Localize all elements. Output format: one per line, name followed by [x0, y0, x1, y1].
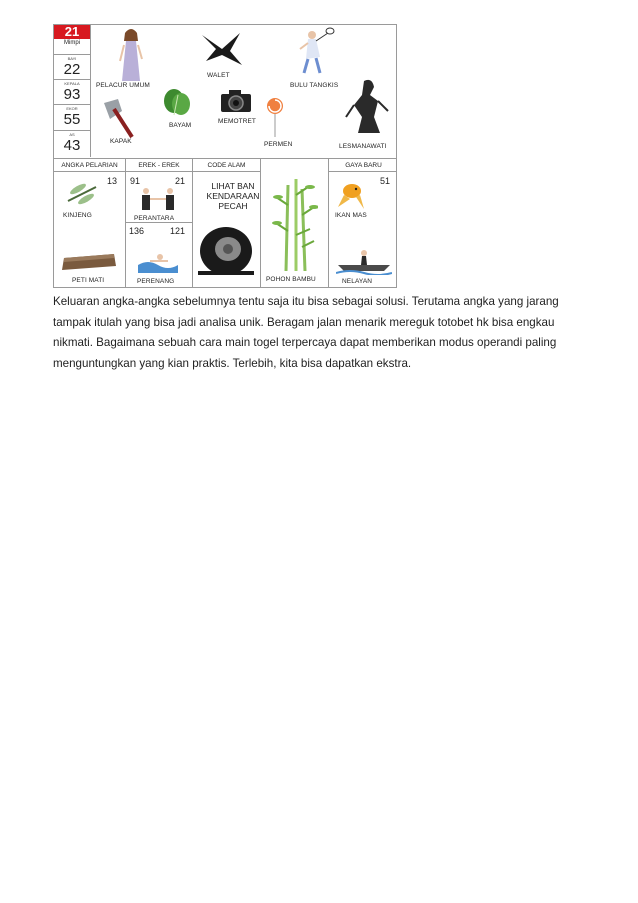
swimmer-icon	[136, 251, 180, 273]
divider	[54, 158, 397, 159]
number-label: AS	[69, 132, 75, 137]
code-alam-line-3: PECAH	[218, 201, 248, 211]
divider	[192, 158, 193, 288]
erek-number-4: 121	[170, 226, 186, 236]
header-erek: EREK - EREK	[138, 162, 180, 169]
caption-walet: WALET	[207, 72, 230, 79]
code-alam-line-2: KENDARAAN	[206, 191, 260, 201]
caption-pohon-bambu: POHON BAMBU	[266, 276, 316, 283]
caption-bulu-tangkis: BULU TANGKIS	[290, 82, 339, 89]
caption-pelacur: PELACUR UMUM	[96, 82, 150, 89]
number-cell-2	[54, 80, 90, 105]
fisherman-boat-icon	[336, 247, 392, 275]
lollipop-icon	[266, 97, 284, 139]
divider	[126, 222, 192, 223]
date-cell	[54, 25, 90, 55]
header-gaya-baru: GAYA BARU	[345, 162, 382, 169]
badminton-player-icon	[294, 27, 338, 77]
swallow-bird-icon	[200, 31, 244, 67]
caption-perantara: PERANTARA	[134, 215, 175, 222]
divider	[328, 158, 329, 288]
woman-figure-icon	[114, 27, 148, 83]
code-alam-text	[204, 181, 262, 211]
number-value: 93	[63, 86, 81, 103]
date-sub: Mimpi	[64, 40, 80, 46]
flat-tire-icon	[198, 223, 254, 277]
erek-number-1: 91	[130, 176, 141, 186]
divider	[260, 158, 261, 288]
divider	[125, 158, 126, 288]
number-label: EKOR	[66, 106, 78, 111]
number-label: BAYI	[67, 56, 77, 61]
date-day: 21	[54, 25, 90, 39]
number-value: 55	[63, 111, 81, 128]
number-cell-3	[54, 105, 90, 131]
caption-lesmanawati: LESMANAWATI	[339, 143, 387, 150]
number-cell-4	[54, 131, 90, 157]
erek-number-3: 136	[129, 226, 145, 236]
caption-nelayan: NELAYAN	[342, 278, 373, 285]
coffin-icon	[60, 250, 118, 272]
header-angka-pelarian: ANGKA PELARIAN	[61, 162, 118, 169]
dragonfly-icon	[64, 181, 100, 207]
number-cell-1	[54, 55, 90, 80]
bamboo-tree-icon	[272, 175, 318, 271]
dream-number-chart	[53, 24, 397, 288]
pelarian-number: 13	[107, 176, 118, 186]
article-body	[53, 292, 593, 374]
caption-peti-mati: PETI MATI	[72, 277, 105, 284]
handshake-people-icon	[138, 186, 178, 212]
number-value: 22	[63, 61, 81, 78]
goldfish-icon	[336, 177, 370, 211]
erek-number-2: 21	[175, 176, 186, 186]
number-value: 43	[63, 137, 81, 154]
caption-kinjeng: KINJENG	[63, 212, 92, 219]
caption-memotret: MEMOTRET	[218, 118, 256, 125]
caption-bayam: BAYAM	[169, 122, 192, 129]
code-alam-line-1: LIHAT BAN	[211, 181, 255, 191]
header-code-alam: CODE ALAM	[207, 162, 246, 169]
spinach-icon	[162, 87, 192, 119]
article-paragraph: Keluaran angka-angka sebelumnya tentu saja itu bisa sebagai solusi. Terutama angka yang jarang tampak itulah yang bisa jadi analisa unik. Beragam jalan menarik mereguk totobet hk bisa engkau nikmati. Bagaimana sebuah cara main togel terpercaya dapat memberikan modus operandi paling menguntungkan yang kian praktis. Terlebih, kita bisa dapatkan ekstra.	[53, 295, 559, 370]
camera-icon	[219, 88, 253, 114]
axe-icon	[100, 97, 136, 139]
gaya-baru-number: 51	[380, 176, 391, 186]
number-label: KEPALA	[64, 81, 80, 86]
caption-kapak: KAPAK	[110, 138, 132, 145]
caption-ikan-mas: IKAN MAS	[335, 212, 367, 219]
number-column	[54, 25, 91, 157]
caption-perenang: PERENANG	[137, 278, 175, 285]
wayang-puppet-icon	[344, 77, 390, 137]
caption-permen: PERMEN	[264, 141, 293, 148]
